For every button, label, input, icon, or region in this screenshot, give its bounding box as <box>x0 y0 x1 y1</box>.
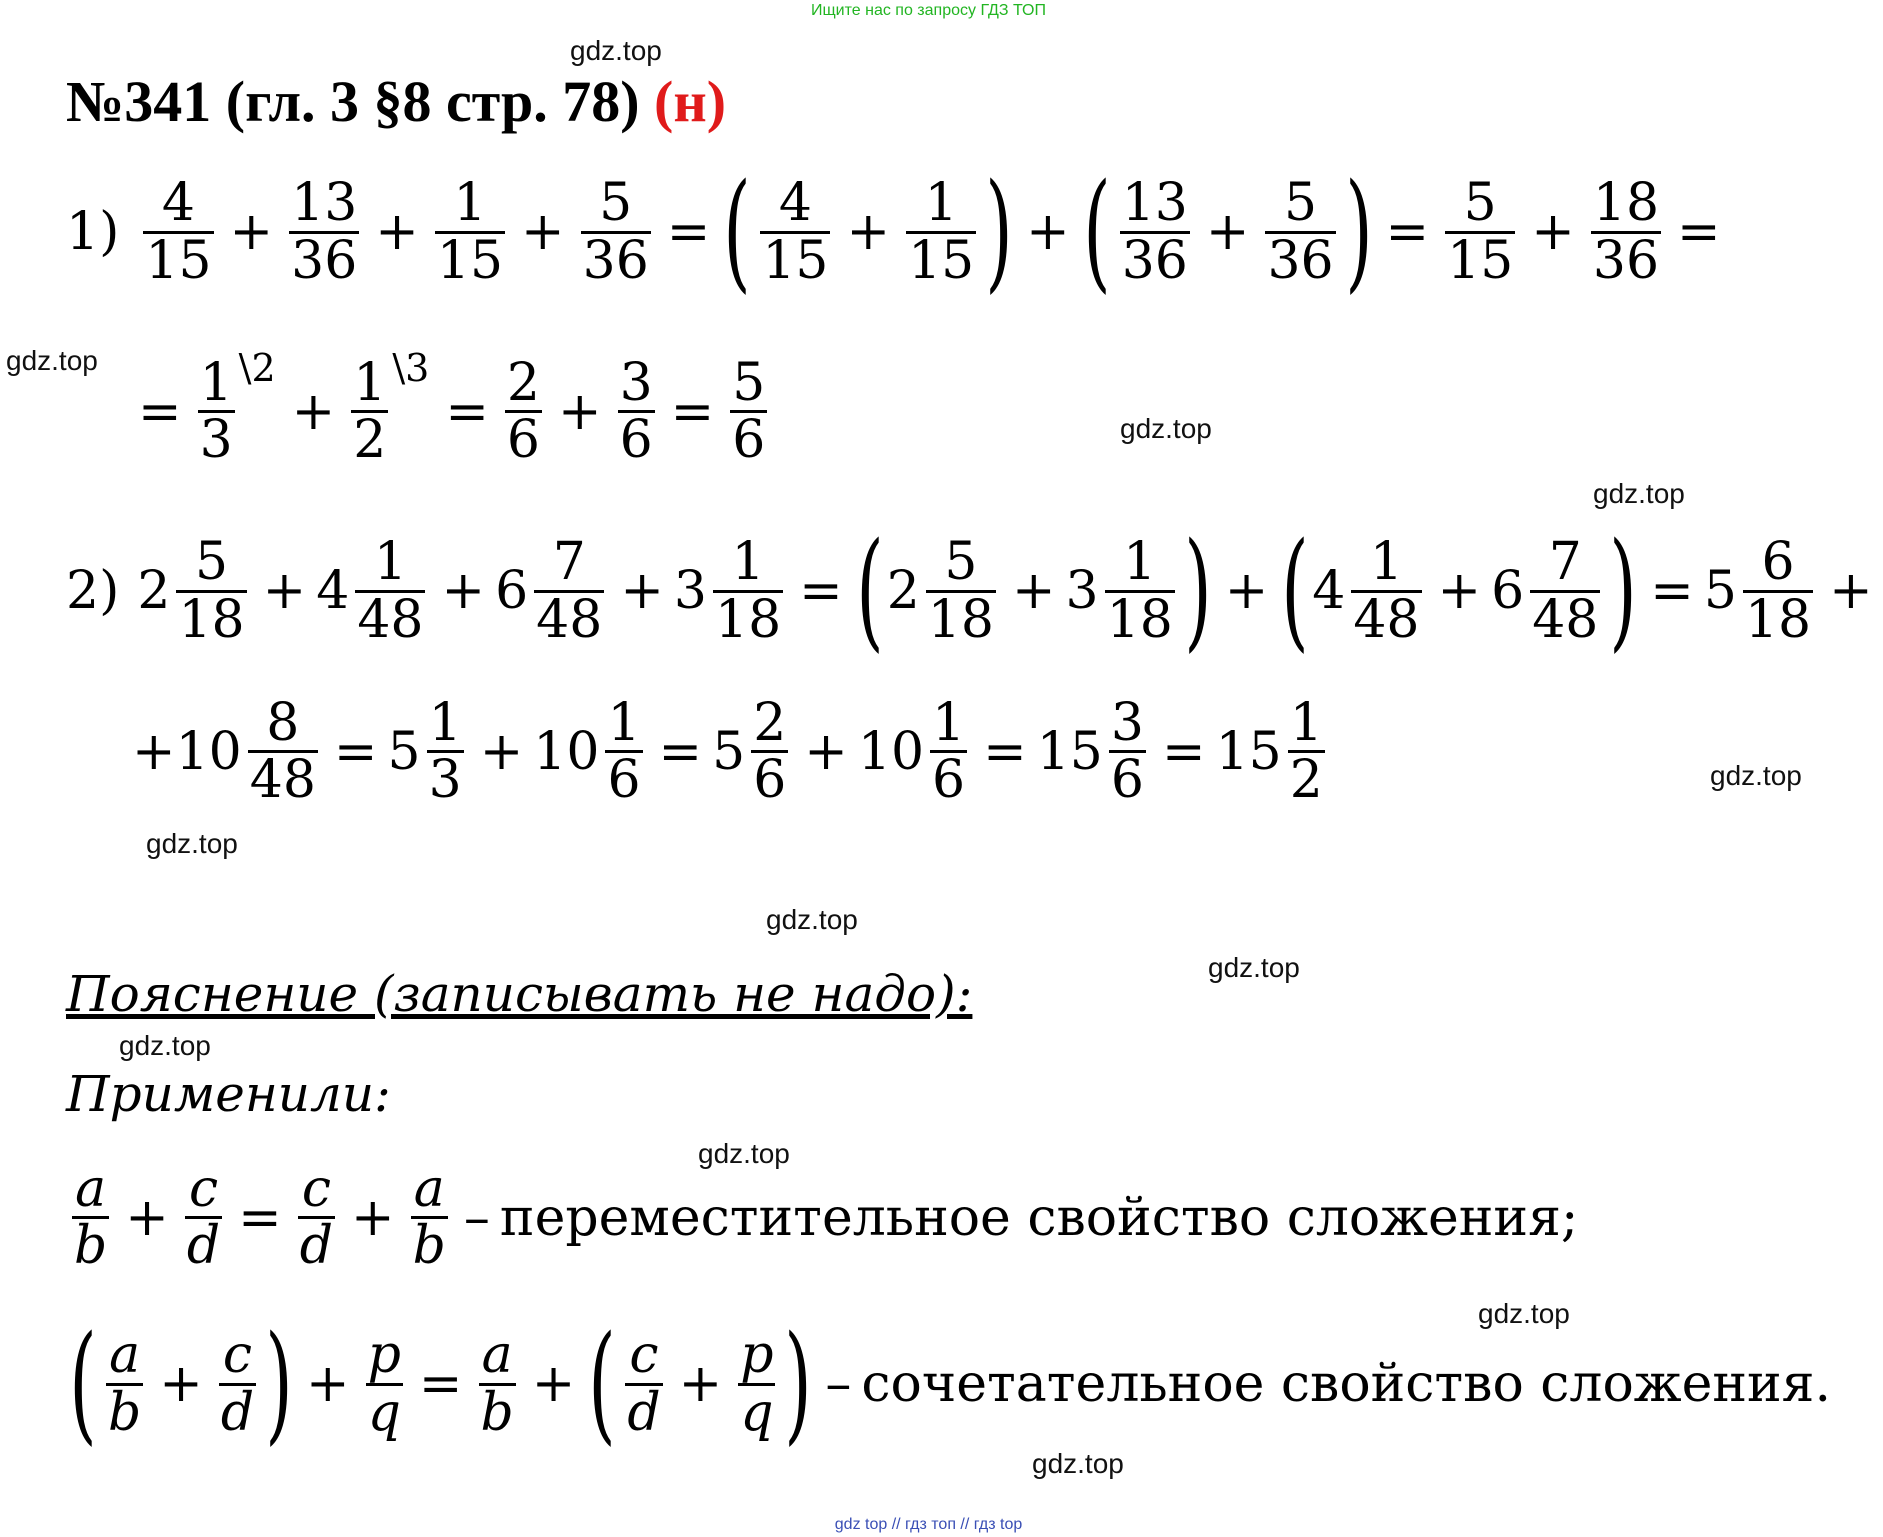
fraction: $\frac{13}{36}$ <box>1121 173 1188 291</box>
watermark: gdz.top <box>570 35 662 66</box>
fraction: $\frac{4}{15}$ <box>762 173 829 291</box>
fraction: $\frac{p}{q}$ <box>367 1325 401 1443</box>
footer-links: gdz top // гдз топ // гдз top <box>834 1516 1023 1533</box>
explanation-heading: Пояснение (записывать не надо): <box>66 965 973 1023</box>
fraction: $\frac{5}{18}$ <box>178 532 245 650</box>
watermark: gdz.top <box>1478 1298 1570 1329</box>
fraction: $\frac{8}{48}$ <box>249 693 316 811</box>
watermark: gdz.top <box>146 828 238 859</box>
applied-heading: Применили: <box>66 1065 391 1123</box>
fraction: $\frac{13}{36}$ <box>291 173 358 291</box>
fraction: $\frac{5}{18}$ <box>927 532 994 650</box>
watermark: gdz.top <box>698 1138 790 1169</box>
fraction: $\frac{a}{b}$ <box>107 1325 142 1443</box>
fraction: $\frac{c}{d}$ <box>627 1325 661 1443</box>
problem-flag: (н) <box>654 69 727 134</box>
equation-2-row-1: 2) 2 $\frac{5}{18}$ + 4 $\frac{1}{48}$ + 6 $\frac{7}{48}$ + 3 $\frac{1}{18}$ = ( 2 $\frac{5}{18}$ + 3 $\frac{1}{18}$ ) + ( 4 $\frac{1}{48}$ + 6 $\frac{7}{48}$ ) = 5 $\frac{6}{18}$ + <box>66 516 1873 665</box>
multiplier-annotation: \3 <box>392 346 430 390</box>
fraction: $\frac{3}{6}$ <box>1110 693 1144 811</box>
multiplier-annotation: \2 <box>238 346 276 390</box>
problem-number: №341 (гл. 3 §8 стр. 78) <box>66 69 640 134</box>
fraction: $\frac{1}{18}$ <box>1106 532 1173 650</box>
fraction: $\frac{1}{2}$ <box>353 353 387 471</box>
item-label: 1) <box>66 202 120 262</box>
fraction: $\frac{5}{36}$ <box>1267 173 1334 291</box>
fraction: $\frac{c}{d}$ <box>299 1159 334 1277</box>
watermark: gdz.top <box>119 1030 211 1061</box>
fraction: $\frac{a}{b}$ <box>74 1159 108 1277</box>
commutative-property: $\frac{a}{b}$ + $\frac{c}{d}$ = $\frac{c}{d}$ + $\frac{a}{b}$ – переместительное свойство сложения; <box>74 1159 1579 1277</box>
fraction: $\frac{1}{6}$ <box>932 693 966 811</box>
fraction: $\frac{7}{48}$ <box>1532 532 1599 650</box>
fraction: $\frac{2}{6}$ <box>506 353 540 471</box>
watermark: gdz.top <box>6 345 98 376</box>
fraction: $\frac{1}{48}$ <box>1353 532 1420 650</box>
fraction: $\frac{1}{48}$ <box>357 532 424 650</box>
fraction: $\frac{a}{b}$ <box>412 1159 446 1277</box>
fraction: $\frac{1}{15}$ <box>436 173 504 291</box>
fraction: $\frac{18}{36}$ <box>1592 173 1660 291</box>
item-label: 2) <box>66 561 120 621</box>
fraction: $\frac{a}{b}$ <box>480 1325 514 1443</box>
fraction: $\frac{6}{18}$ <box>1744 532 1812 650</box>
associative-text: сочетательное свойство сложения. <box>861 1354 1832 1414</box>
fraction: $\frac{c}{d}$ <box>220 1325 255 1443</box>
watermark: gdz.top <box>1593 478 1685 509</box>
watermark: gdz.top <box>1120 413 1212 444</box>
watermark: gdz.top <box>766 904 858 935</box>
associative-property: ( $\frac{a}{b}$ + $\frac{c}{d}$ ) + $\frac{p}{q}$ = $\frac{a}{b}$ + ( $\frac{c}{d}$ + $\frac{p}{q}$ ) – сочетательное свойство сложения. <box>69 1309 1832 1458</box>
watermark: gdz.top <box>1032 1448 1124 1479</box>
fraction: $\frac{1}{18}$ <box>715 532 782 650</box>
fraction: $\frac{2}{6}$ <box>753 693 787 811</box>
fraction: $\frac{5}{6}$ <box>732 353 766 471</box>
fraction: $\frac{1}{15}$ <box>908 173 975 291</box>
fraction: $\frac{5}{15}$ <box>1447 173 1514 291</box>
fraction: $\frac{p}{q}$ <box>740 1325 774 1443</box>
fraction: $\frac{1}{3}$ <box>428 693 462 811</box>
fraction: $\frac{1}{6}$ <box>607 693 641 811</box>
equation-2-row-2: +10 $\frac{8}{48}$ = 5 $\frac{1}{3}$ + 10 $\frac{1}{6}$ = 5 $\frac{2}{6}$ + 10 $\frac{1}{6}$ = 15 $\frac{3}{6}$ = 15 $\frac{1}{2}$ <box>132 693 1323 811</box>
equation-1-row-2: = $\frac{1}{3}$ \2 + $\frac{1}{2}$ \3 = $\frac{2}{6}$ + $\frac{3}{6}$ = $\frac{5}{6}$ <box>138 346 766 471</box>
watermark: gdz.top <box>1208 952 1300 983</box>
fraction: $\frac{1}{2}$ <box>1289 693 1323 811</box>
fraction: $\frac{c}{d}$ <box>186 1159 221 1277</box>
problem-title <box>66 68 726 135</box>
commutative-text: переместительное свойство сложения; <box>499 1187 1579 1248</box>
fraction: $\frac{5}{36}$ <box>582 173 649 291</box>
fraction: $\frac{3}{6}$ <box>619 353 653 471</box>
watermark: gdz.top <box>1710 760 1802 791</box>
fraction: $\frac{7}{48}$ <box>536 532 603 650</box>
fraction: $\frac{4}{15}$ <box>145 173 212 291</box>
fraction: $\frac{1}{3}$ <box>199 353 233 471</box>
top-banner: Ищите нас по запросу ГДЗ ТОП <box>811 2 1046 19</box>
equation-1-row-1: 1) $\frac{4}{15}$ + $\frac{13}{36}$ + $\frac{1}{15}$ + $\frac{5}{36}$ = ( $\frac{4}{15}$ + $\frac{1}{15}$ ) + ( $\frac{13}{36}$ + $\frac{5}{36}$ ) = $\frac{5}{15}$ + $\frac{18}{36}$ = <box>66 157 1721 306</box>
